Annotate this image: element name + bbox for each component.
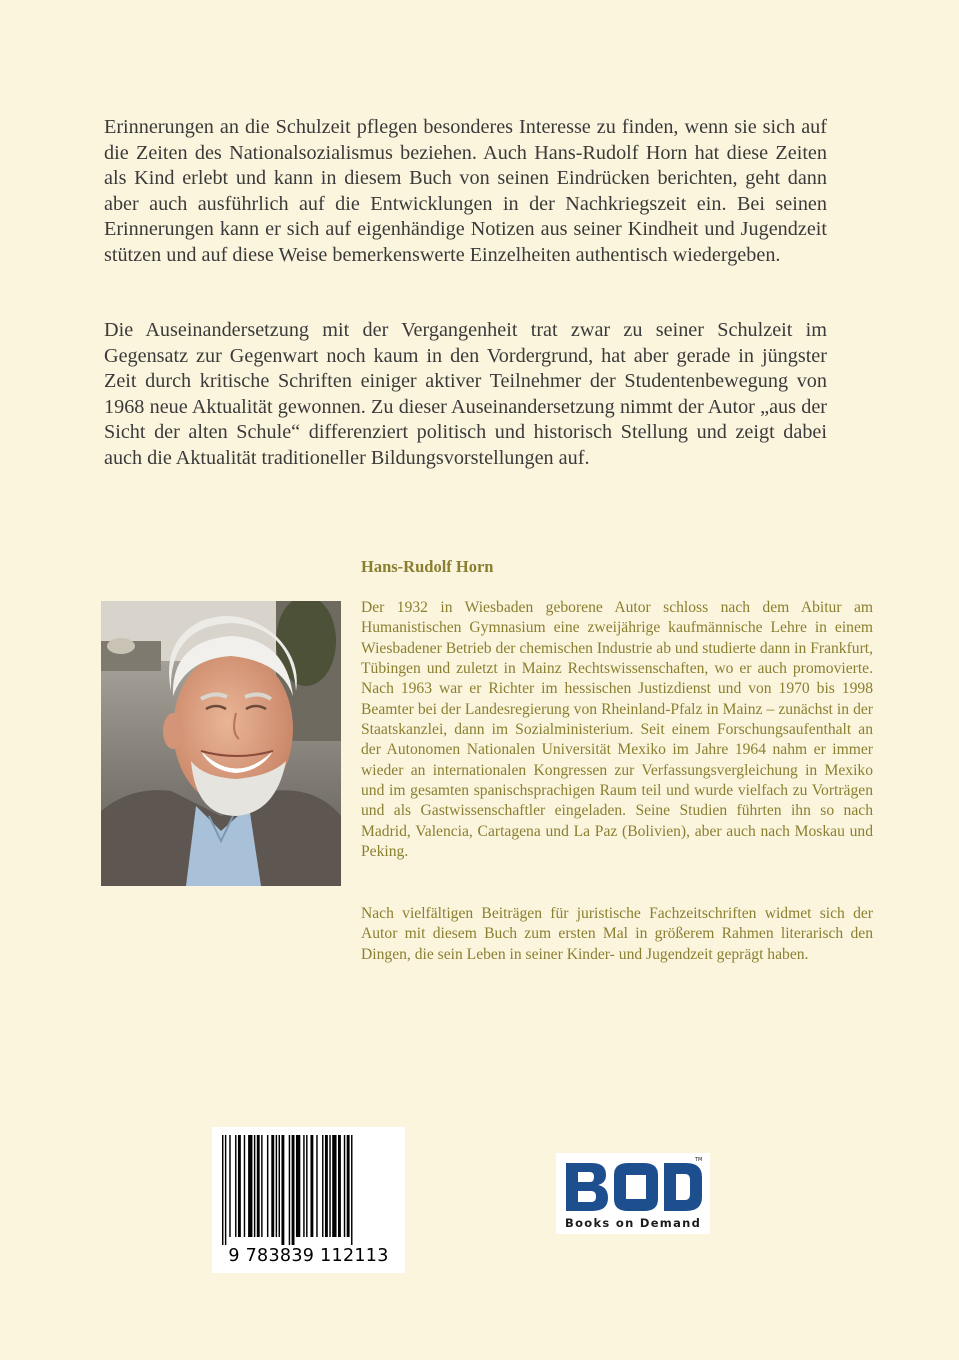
isbn-barcode	[212, 1127, 405, 1273]
isbn-number: 9 783839 112113	[228, 1246, 389, 1266]
blurb-paragraph-2: Die Auseinandersetzung mit der Vergangenheit trat zwar zu seiner Schulzeit im Gegensatz zur Gegenwart noch kaum in den Vordergrund, hat aber gerade in jüngster Zeit durch kritische Schriften einiger aktiver Teilnehmer der Studentenbewegung von 1968 neue Aktualität gewonnen. Zu dieser Auseinandersetzung nimmt der Autor „aus der Sicht der alten Schule“ differenziert politisch und historisch Stellung und zeigt dabei auch die Aktualität traditioneller Bildungsvorstellungen auf.	[104, 319, 827, 469]
trademark-label: TM	[695, 1157, 703, 1163]
bod-logo-icon	[564, 1157, 706, 1215]
publisher-tagline: Books on Demand	[565, 1216, 702, 1230]
author-name: Hans-Rudolf Horn	[361, 557, 494, 576]
author-bio-paragraph-2: Nach vielfältigen Beiträgen für juristische Fachzeitschriften widmet sich der Autor mit diesem Buch zum ersten Mal in größerem Rahmen literarisch den Dingen, die sein Leben in seiner Kinder- und Jugendzeit geprägt haben.	[361, 905, 873, 963]
blurb-paragraph-1: Erinnerungen an die Schulzeit pflegen besonderes Interesse zu finden, wenn sie sich auf die Zeiten des Nationalsozialismus beziehen. Auch Hans-Rudolf Horn hat diese Zeiten als Kind erlebt und kann in diesem Buch von seinen Eindrücken berichten, geht dann aber auch ausführlich auf die Entwicklungen in der Nachkriegszeit ein. Bei seinen Erinnerungen kann er sich auf eigenhändige Notizen aus seiner Kindheit und Jugendzeit stützen und auf diese Weise bemerkenswerte Einzelheiten authentisch wiedergeben.	[104, 116, 827, 266]
publisher-logo	[556, 1153, 710, 1234]
author-bio-paragraph-1: Der 1932 in Wiesbaden geborene Autor schloss nach dem Abitur am Humanistischen Gymnasium eine zweijährige kaufmännische Lehre in einem Wiesbadener Betrieb der chemischen Industrie ab und studierte dann in Frankfurt, Tübingen und zuletzt in Mainz Rechtswissenschaften, wo er auch promovierte. Nach 1963 war er Richter im hessischen Justizdienst und von 1970 bis 1998 Beamter bei der Landesregierung von Rheinland-Pfalz in Mainz – zunächst in der Staatskanzlei, dann im Sozialministerium. Seit einem Forschungsaufenthalt an der Autonomen Nationalen Universität Mexiko im Jahre 1964 nahm er immer wieder an internationalen Kongressen zur Verfassungsvergleichung in Mexiko und im gesamten spanischsprachigen Raum teil und wurde vielfach zu Vorträgen und als Gastwissenschaftler eingeladen. Seine Studien führten ihn so nach Madrid, Valencia, Cartagena und La Paz (Bolivien), aber auch nach Moskau und Peking.	[361, 599, 873, 861]
barcode-bars	[222, 1135, 395, 1245]
author-photo	[101, 601, 341, 886]
